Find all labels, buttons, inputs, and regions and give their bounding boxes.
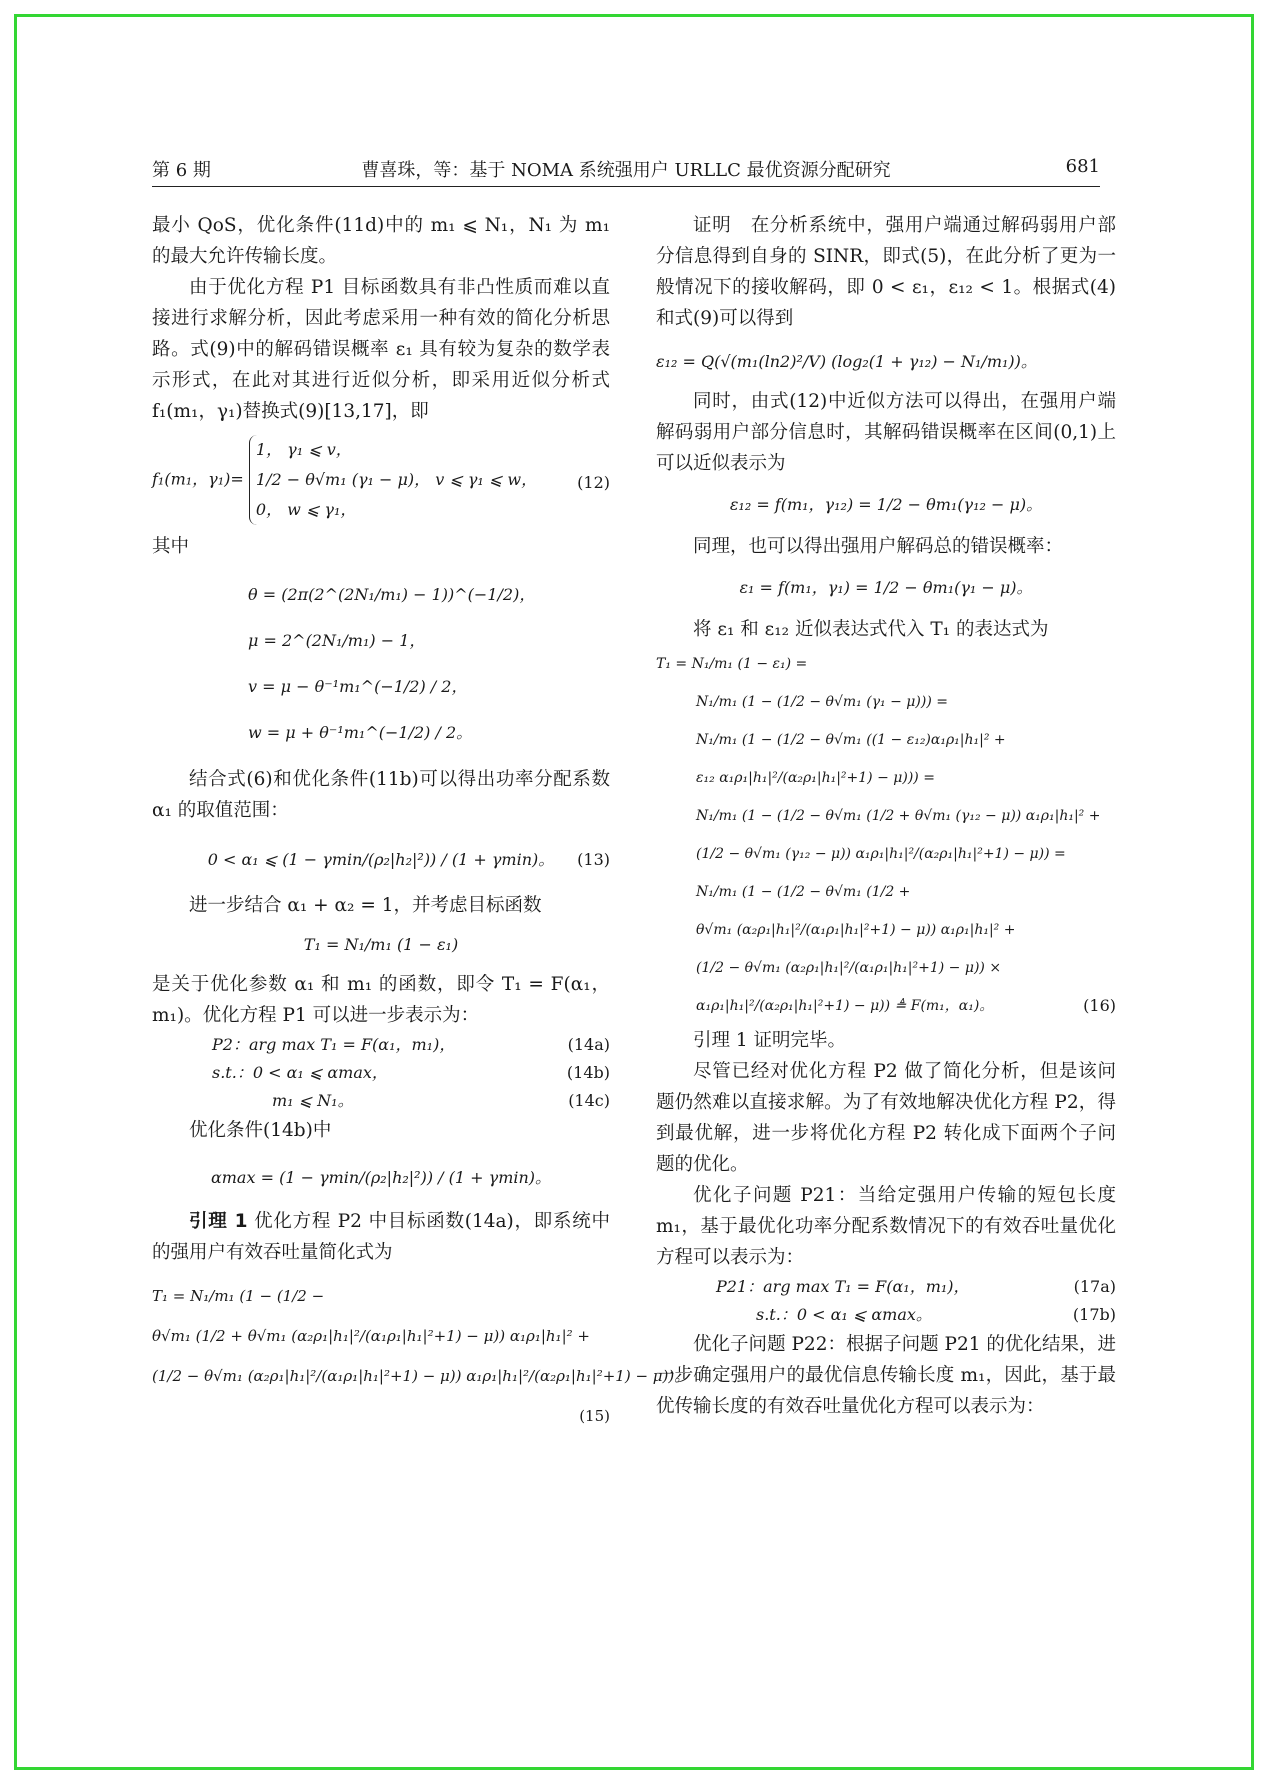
page-number: 681	[1065, 156, 1100, 177]
equation-number: (14c)	[568, 1091, 610, 1110]
paragraph: 引理 1 证明完毕。	[693, 1030, 847, 1051]
equation-number: (16)	[1083, 996, 1116, 1015]
derivation-line: (1/2 − θ√m₁ (γ₁₂ − μ)) α₁ρ₁|h₁|²/(α₂ρ₁|h₁|²+1) − μ)) =	[696, 846, 1066, 862]
derivation-line: θ√m₁ (α₂ρ₁|h₁|²/(α₁ρ₁|h₁|²+1) − μ)) α₁ρ₁|h₁|² +	[696, 922, 1016, 938]
paragraph: 优化条件(14b)中	[189, 1120, 332, 1141]
equation-body: ε₁₂ = Q(√(m₁(ln2)²/V) (log₂(1 + γ₁₂) − N₁/m₁))。	[656, 352, 1037, 371]
paragraph: 进一步结合 α₁ + α₂ = 1，并考虑目标函数	[189, 895, 542, 916]
definition-w: w = μ + θ⁻¹m₁^(−1/2) / 2。	[248, 723, 473, 742]
equation-e1-f	[656, 574, 1116, 602]
derivation-last: α₁ρ₁|h₁|²/(α₂ρ₁|h₁|²+1) − μ)) ≜ F(m₁，α₁)。	[696, 998, 994, 1014]
definition-mu: μ = 2^(2N₁/m₁) − 1，	[248, 631, 426, 650]
paragraph: 同时，由式(12)中近似方法可以得出，在强用户端解码弱用户部分信息时，其解码错误概率在区间(0,1)上可以近似表示为	[656, 391, 1116, 474]
equation-17b	[656, 1301, 1116, 1329]
case-row: 1， γ₁ ⩽ v，	[255, 440, 352, 459]
paragraph: 优化子问题 P21：当给定强用户传输的短包长度 m₁，基于最优化功率分配系数情况下的有效吞吐量优化方程可以表示为：	[656, 1185, 1116, 1268]
equation-body: ε₁ = f(m₁，γ₁) = 1/2 − θm₁(γ₁ − μ)。	[739, 578, 1033, 597]
equation-17a	[656, 1273, 1116, 1301]
definition-theta: θ = (2π(2^(2N₁/m₁) − 1))^(−1/2)，	[248, 585, 536, 604]
equation-body: ε₁₂ = f(m₁，γ₁₂) = 1/2 − θm₁(γ₁₂ − μ)。	[729, 495, 1043, 514]
lemma-text: 优化方程 P2 中目标函数(14a)，即系统中的强用户有效吞吐量简化式为	[152, 1211, 610, 1263]
equation-number: (14b)	[566, 1063, 610, 1082]
derivation-line: N₁/m₁ (1 − (1/2 − θ√m₁ (1/2 +	[696, 884, 911, 900]
paragraph: 结合式(6)和优化条件(11b)可以得出功率分配系数 α₁ 的取值范围：	[152, 769, 610, 821]
lemma-title: 引理 1	[189, 1211, 248, 1232]
equation-14a	[152, 1031, 610, 1059]
paragraph: 由于优化方程 P1 目标函数具有非凸性质而难以直接进行求解分析，因此考虑采用一种有效的简化分析思路。式(9)中的解码错误概率 ε₁ 具有较为复杂的数学表示形式，在此对其进行近似分析，即采用近似分析式 f₁(m₁，γ₁)替换式(9)[13,17]，即	[152, 277, 610, 422]
equation-number: (17a)	[1073, 1277, 1116, 1296]
equation-body: αmax = (1 − γmin/(ρ₂|h₂|²)) / (1 + γmin)。	[210, 1168, 552, 1187]
equation-lhs: f₁(m₁，γ₁)=	[152, 469, 244, 489]
paragraph: 最小 QoS，优化条件(11d)中的 m₁ ⩽ N₁，N₁ 为 m₁ 的最大允许传输长度。	[152, 215, 610, 267]
equation-body: s.t.：0 < α₁ ⩽ αmax，	[212, 1063, 388, 1082]
equation-number: (15)	[579, 1407, 610, 1425]
equation-body: P21：arg max T₁ = F(α₁，m₁)，	[716, 1277, 970, 1296]
equation-body: T₁ = N₁/m₁ (1 − ε₁)	[303, 935, 459, 954]
derivation-line: N₁/m₁ (1 − (1/2 − θ√m₁ ((1 − ε₁₂)α₁ρ₁|h₁|² +	[696, 732, 1006, 748]
definition-v: v = μ − θ⁻¹m₁^(−1/2) / 2，	[248, 677, 468, 696]
equation-line: θ√m₁ (1/2 + θ√m₁ (α₂ρ₁|h₁|²/(α₁ρ₁|h₁|²+1) − μ)) α₁ρ₁|h₁|² +	[152, 1327, 590, 1345]
derivation-line: ε₁₂ α₁ρ₁|h₁|²/(α₂ρ₁|h₁|²+1) − μ))) =	[696, 770, 935, 786]
definitions	[152, 572, 610, 756]
derivation-line: N₁/m₁ (1 − (1/2 − θ√m₁ (1/2 + θ√m₁ (γ₁₂ − μ)) α₁ρ₁|h₁|² +	[696, 808, 1101, 824]
derivation-line: T₁ = N₁/m₁ (1 − ε₁) =	[656, 656, 808, 672]
paragraph: 将 ε₁ 和 ε₁₂ 近似表达式代入 T₁ 的表达式为	[693, 619, 1049, 640]
equation-14c	[152, 1087, 610, 1115]
equation-T1	[152, 931, 610, 959]
equation-number: (17b)	[1072, 1305, 1116, 1324]
derivation-line	[656, 987, 1116, 1025]
paragraph: 是关于优化参数 α₁ 和 m₁ 的函数，即令 T₁ = F(α₁，m₁)。优化方程 P1 可以进一步表示为：	[152, 974, 610, 1026]
piecewise-cases	[249, 435, 537, 525]
equation-line: T₁ = N₁/m₁ (1 − (1/2 −	[152, 1287, 325, 1305]
equation-13	[152, 846, 610, 874]
equation-number: (12)	[577, 473, 610, 492]
equation-12	[152, 435, 610, 525]
paragraph: 优化子问题 P22：根据子问题 P21 的优化结果，进一步确定强用户的最优信息传输长度 m₁，因此，基于最优传输长度的有效吞吐量优化方程可以表示为：	[656, 1334, 1116, 1417]
equation-body: 0 < α₁ ⩽ (1 − γmin/(ρ₂|h₂|²)) / (1 + γmin)。	[207, 850, 555, 869]
running-header	[152, 152, 1100, 187]
equation-number: (14a)	[567, 1035, 610, 1054]
paragraph: 证明 在分析系统中，强用户端通过解码弱用户部分信息得到自身的 SINR，即式(5)，在此分析了更为一般情况下的接收解码，即 0 < ε₁，ε₁₂ < 1。根据式(4)和式(9)可以得到	[656, 215, 1116, 329]
equation-body: s.t.：0 < α₁ ⩽ αmax。	[756, 1305, 932, 1324]
derivation-line: (1/2 − θ√m₁ (α₂ρ₁|h₁|²/(α₁ρ₁|h₁|²+1) − μ)) ×	[696, 960, 1002, 976]
right-column	[656, 210, 1116, 1422]
equation-e12-f	[656, 491, 1116, 519]
equation-14b	[152, 1059, 610, 1087]
equation-alpha-max	[152, 1164, 610, 1192]
equation-number: (13)	[577, 850, 610, 869]
paragraph: 尽管已经对优化方程 P2 做了简化分析，但是该问题仍然难以直接求解。为了有效地解决优化方程 P2，得到最优解，进一步将优化方程 P2 转化成下面两个子问题的优化。	[656, 1061, 1116, 1175]
equation-body: P2：arg max T₁ = F(α₁，m₁)，	[212, 1035, 456, 1054]
lemma-paragraph	[152, 1206, 610, 1268]
left-column	[152, 210, 690, 1436]
issue-label: 第 6 期	[152, 160, 211, 181]
equation-body: m₁ ⩽ N₁。	[272, 1091, 354, 1110]
derivation-line: N₁/m₁ (1 − (1/2 − θ√m₁ (γ₁ − μ))) =	[696, 694, 948, 710]
equation-e12-Q	[656, 348, 1116, 376]
paragraph: 其中	[152, 536, 190, 557]
paragraph: 同理，也可以得出强用户解码总的错误概率：	[693, 536, 1064, 557]
derivation-16	[656, 645, 1116, 1025]
running-title: 曹喜珠，等：基于 NOMA 系统强用户 URLLC 最优资源分配研究	[361, 160, 891, 181]
equation-line: (1/2 − θ√m₁ (α₂ρ₁|h₁|²/(α₁ρ₁|h₁|²+1) − μ)) α₁ρ₁|h₁|²/(α₂ρ₁|h₁|²+1) − μ))。	[152, 1367, 690, 1385]
case-row: 0， w ⩽ γ₁，	[255, 500, 357, 519]
equation-15	[152, 1276, 690, 1436]
case-row: 1/2 − θ√m₁ (γ₁ − μ)， v ⩽ γ₁ ⩽ w，	[255, 470, 538, 489]
